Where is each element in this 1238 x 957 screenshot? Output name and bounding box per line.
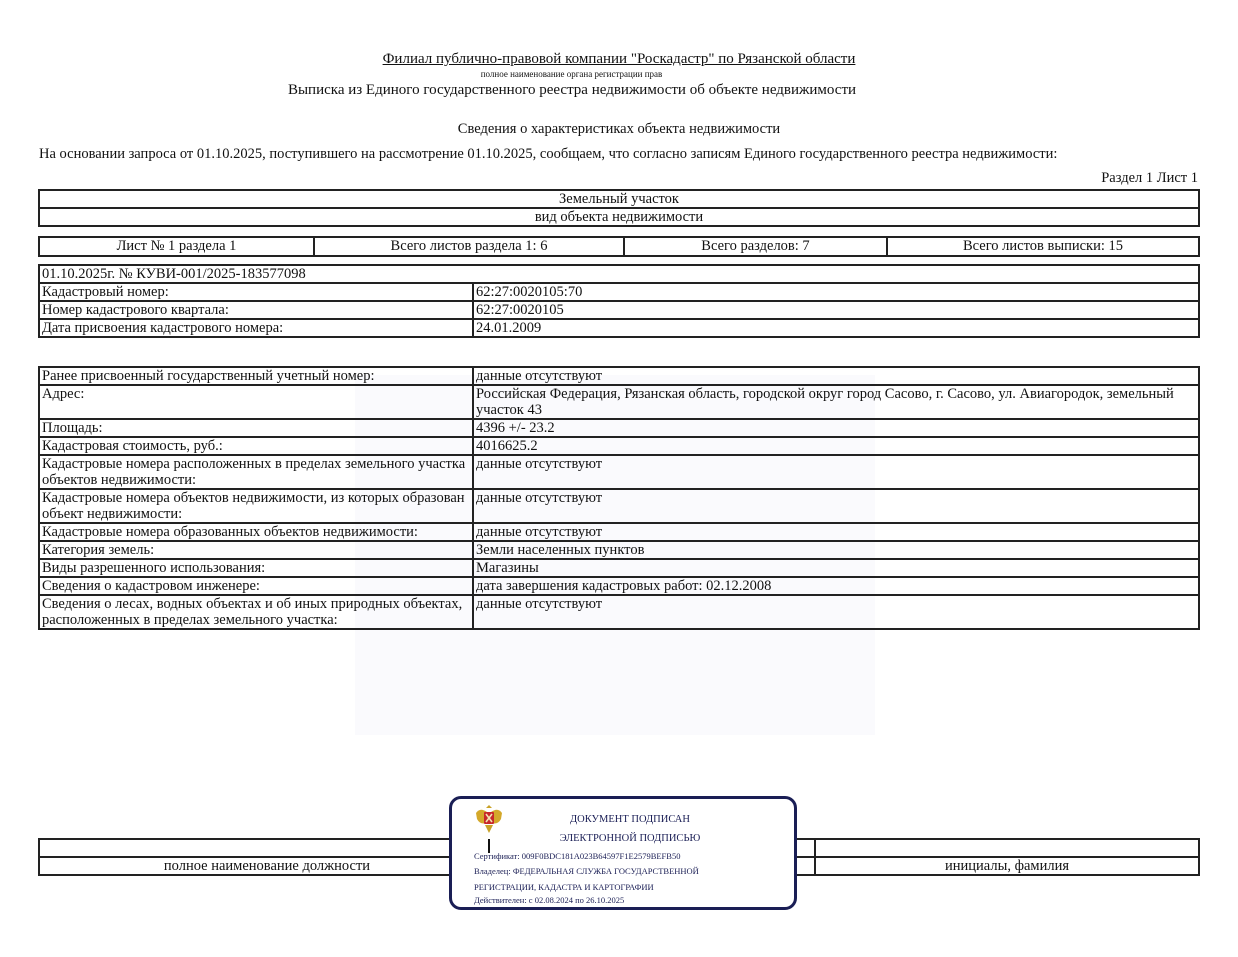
identifiers-table <box>38 264 1200 338</box>
stamp-owner-line2: РЕГИСТРАЦИИ, КАДАСТРА И КАРТОГРАФИИ <box>474 882 654 892</box>
table-row <box>39 595 1199 629</box>
position-cell <box>39 839 495 857</box>
page-reference: Раздел 1 Лист 1 <box>1101 170 1198 186</box>
row-label: Сведения о кадастровом инженере: <box>39 577 473 595</box>
characteristics-table <box>38 366 1200 630</box>
stamp-title-line1: ДОКУМЕНТ ПОДПИСАН <box>570 814 690 825</box>
row-label: Адрес: <box>39 385 473 419</box>
e-signature-stamp <box>449 796 797 910</box>
stamp-validity: Действителен: с 02.08.2024 по 26.10.2025 <box>474 895 625 905</box>
object-type-caption: вид объекта недвижимости <box>39 208 1199 226</box>
engineer-info-value: дата завершения кадастровых работ: 02.12.2008 <box>473 577 1199 595</box>
stamp-owner-line1: Владелец: ФЕДЕРАЛЬНАЯ СЛУЖБА ГОСУДАРСТВЕННОЙ <box>474 866 699 876</box>
org-caption: полное наименование органа регистрации прав <box>480 69 663 79</box>
row-label: Кадастровые номера расположенных в пределах земельного участка объектов недвижимости: <box>39 455 473 489</box>
object-type-value: Земельный участок <box>39 190 1199 208</box>
row-value: данные отсутствуют <box>473 523 1199 541</box>
stamp-title-line2: ЭЛЕКТРОННОЙ ПОДПИСЬЮ <box>559 833 701 844</box>
land-category-value: Земли населенных пунктов <box>473 541 1199 559</box>
table-row <box>39 301 1199 319</box>
row-label: Сведения о лесах, водных объектах и об иных природных объектах, расположенных в пределах земельного участка: <box>39 595 473 629</box>
row-label: Кадастровая стоимость, руб.: <box>39 437 473 455</box>
row-label: Ранее присвоенный государственный учетный номер: <box>39 367 473 385</box>
org-name: Филиал публично-правовой компании "Роскадастр" по Рязанской области <box>382 51 856 67</box>
cadastral-number: 62:27:0020105:70 <box>473 283 1199 301</box>
section-sheets-total: Всего листов раздела 1: 6 <box>314 237 624 256</box>
table-row <box>39 437 1199 455</box>
row-label: Номер кадастрового квартала: <box>39 301 473 319</box>
document-title: Выписка из Единого государственного реестра недвижимости об объекте недвижимости <box>287 82 857 98</box>
table-row <box>39 319 1199 337</box>
table-row <box>39 559 1199 577</box>
sheets-table <box>38 236 1200 257</box>
extract-sheets-total: Всего листов выписки: 15 <box>887 237 1199 256</box>
row-label: Кадастровые номера объектов недвижимости, из которых образован объект недвижимости: <box>39 489 473 523</box>
name-cell <box>815 839 1199 857</box>
table-row <box>39 523 1199 541</box>
row-label: Кадастровые номера образованных объектов недвижимости: <box>39 523 473 541</box>
table-row <box>39 367 1199 385</box>
name-caption: инициалы, фамилия <box>815 857 1199 875</box>
cadastral-quarter: 62:27:0020105 <box>473 301 1199 319</box>
row-label: Категория земель: <box>39 541 473 559</box>
address-value: Российская Федерация, Рязанская область, городской округ город Сасово, г. Сасово, ул. Авиагородок, земельный участок 43 <box>473 385 1199 419</box>
section-title: Сведения о характеристиках объекта недвижимости <box>457 121 781 137</box>
row-value: данные отсутствуют <box>473 455 1199 489</box>
sections-total: Всего разделов: 7 <box>624 237 887 256</box>
stamp-certificate: Сертификат: 009F0BDC181A023B64597F1E2579BEFB50 <box>474 851 681 861</box>
assignment-date: 24.01.2009 <box>473 319 1199 337</box>
table-row <box>39 455 1199 489</box>
row-value: данные отсутствуют <box>473 489 1199 523</box>
row-value: данные отсутствуют <box>473 367 1199 385</box>
cadastral-value: 4016625.2 <box>473 437 1199 455</box>
table-row <box>39 385 1199 419</box>
table-row <box>39 489 1199 523</box>
table-row <box>39 541 1199 559</box>
table-row <box>39 283 1199 301</box>
row-label: Виды разрешенного использования: <box>39 559 473 577</box>
permitted-use-value: Магазины <box>473 559 1199 577</box>
row-value: данные отсутствуют <box>473 595 1199 629</box>
sheet-number: Лист № 1 раздела 1 <box>39 237 314 256</box>
request-number: 01.10.2025г. № КУВИ-001/2025-183577098 <box>39 265 1199 283</box>
intro-text: На основании запроса от 01.10.2025, поступившего на рассмотрение 01.10.2025, сообщаем, что согласно записям Единого государственного реестра недвижимости: <box>39 146 1058 162</box>
position-caption: полное наименование должности <box>39 857 495 875</box>
table-row <box>39 419 1199 437</box>
row-label: Площадь: <box>39 419 473 437</box>
area-value: 4396 +/- 23.2 <box>473 419 1199 437</box>
row-label: Дата присвоения кадастрового номера: <box>39 319 473 337</box>
row-label: Кадастровый номер: <box>39 283 473 301</box>
table-row <box>39 577 1199 595</box>
object-type-table <box>38 189 1200 227</box>
